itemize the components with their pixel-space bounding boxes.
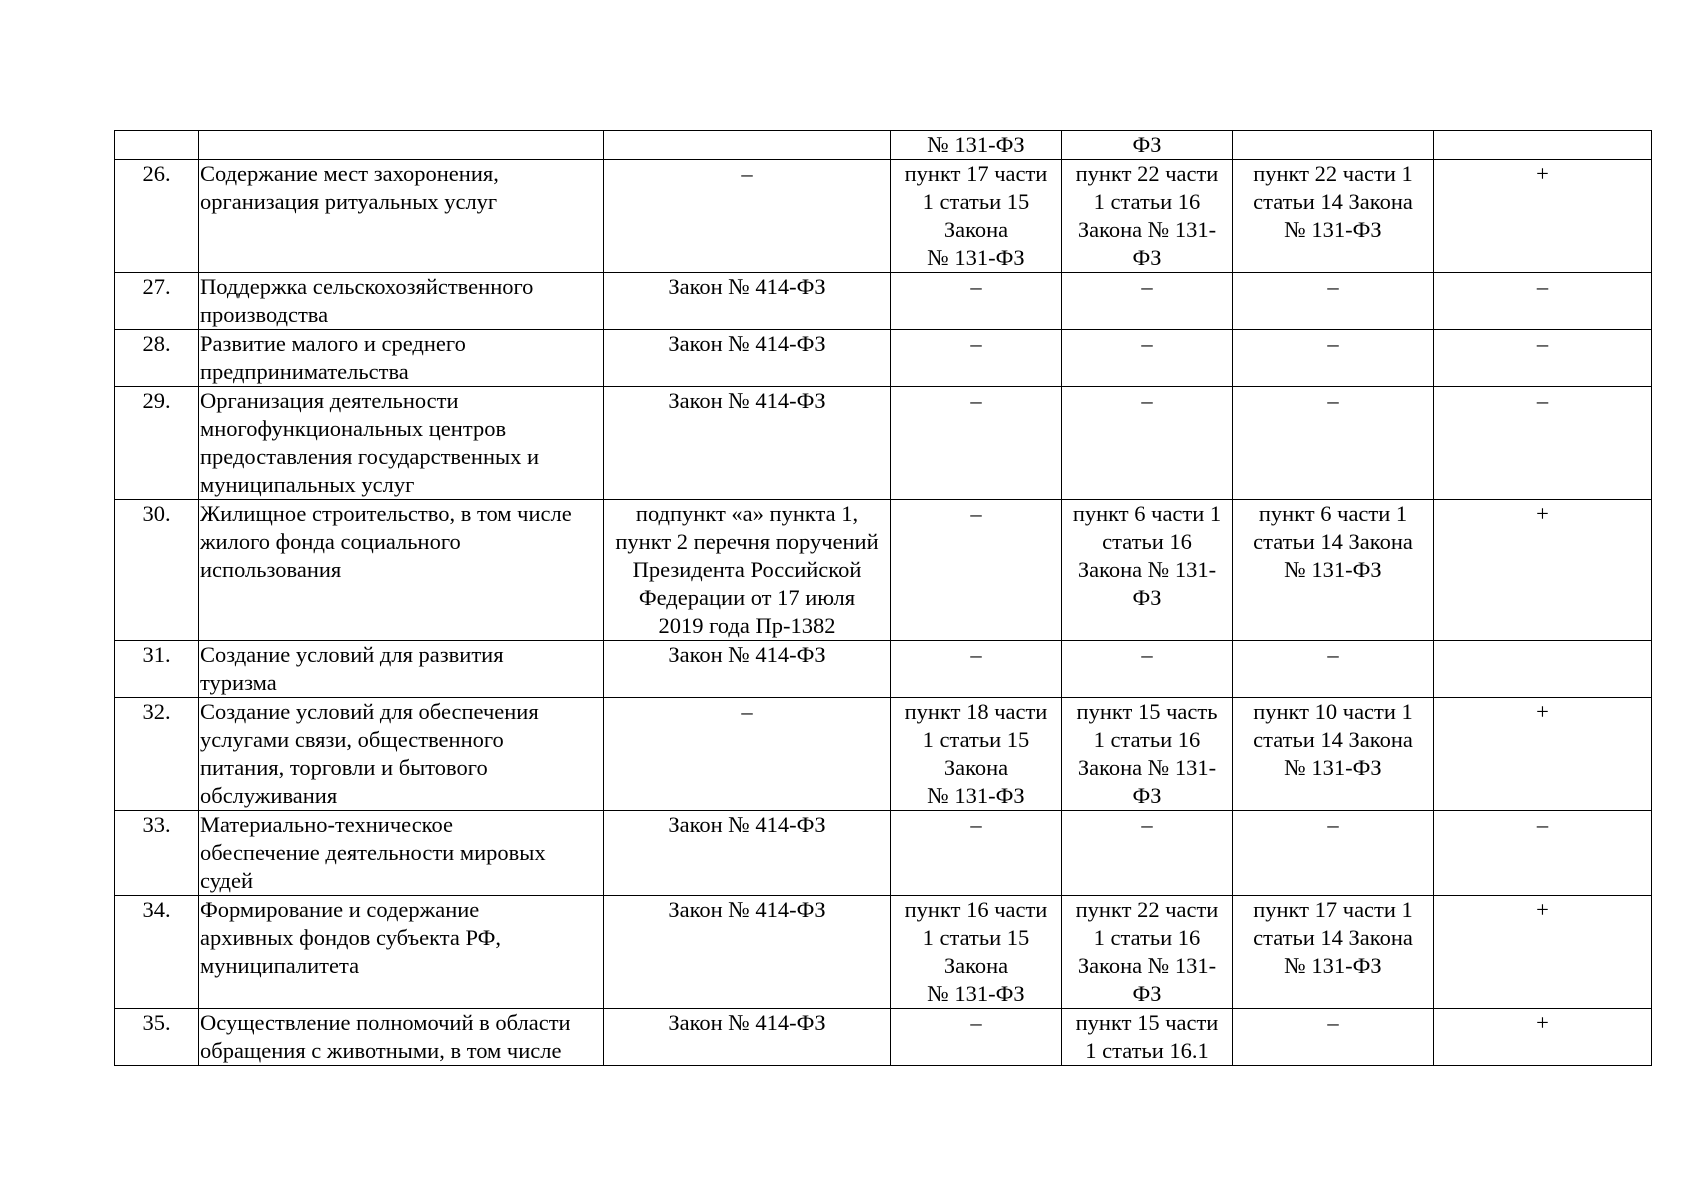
row-number-cell	[115, 811, 199, 896]
article-15-cell-text: № 131-ФЗ	[927, 132, 1025, 157]
article-15-cell	[891, 896, 1062, 1009]
row-number-cell-text: 33.	[142, 812, 171, 837]
article-16-cell	[1062, 896, 1233, 1009]
power-name-cell	[199, 500, 604, 641]
article-14-cell-text: –	[1327, 642, 1339, 667]
article-14-cell-text: пункт 6 части 1 статьи 14 Закона № 131-ФЗ	[1253, 501, 1413, 582]
row-number-cell	[115, 896, 199, 1009]
mark-cell	[1434, 500, 1652, 641]
article-15-cell	[891, 1009, 1062, 1066]
article-14-cell	[1233, 811, 1434, 896]
article-15-cell	[891, 160, 1062, 273]
article-16-cell	[1062, 811, 1233, 896]
article-14-cell	[1233, 160, 1434, 273]
legal-basis-cell	[604, 500, 891, 641]
row-number-cell	[115, 330, 199, 387]
power-name-cell	[199, 160, 604, 273]
legal-basis-cell	[604, 387, 891, 500]
row-number-cell-text: 32.	[142, 699, 171, 724]
article-16-cell-text: пункт 15 часть 1 статьи 16 Закона № 131- ФЗ	[1076, 699, 1218, 808]
legal-basis-cell-text: Закон № 414-ФЗ	[668, 897, 826, 922]
article-15-cell	[891, 500, 1062, 641]
row-number-cell	[115, 698, 199, 811]
article-16-cell	[1062, 273, 1233, 330]
power-name-cell	[199, 896, 604, 1009]
legal-basis-cell	[604, 811, 891, 896]
power-name-cell-text: Материально-техническое обеспечение деятельности мировых судей	[200, 812, 546, 893]
article-14-cell-text: –	[1327, 812, 1339, 837]
mark-cell	[1434, 387, 1652, 500]
mark-cell	[1434, 160, 1652, 273]
article-15-cell-text: –	[970, 1010, 982, 1035]
article-14-cell-text: –	[1327, 388, 1339, 413]
power-name-cell	[199, 330, 604, 387]
article-14-cell-text: –	[1327, 274, 1339, 299]
power-name-cell	[199, 698, 604, 811]
row-number-cell-text: 31.	[142, 642, 171, 667]
table-row	[115, 896, 1652, 1009]
mark-cell	[1434, 896, 1652, 1009]
legal-basis-cell-text: Закон № 414-ФЗ	[668, 1010, 826, 1035]
power-name-cell-text: Жилищное строительство, в том числе жилого фонда социального использования	[200, 501, 572, 582]
article-15-cell-text: пункт 18 части 1 статьи 15 Закона № 131-ФЗ	[904, 699, 1048, 808]
article-16-cell	[1062, 500, 1233, 641]
article-14-cell	[1233, 1009, 1434, 1066]
row-number-cell	[115, 131, 199, 160]
article-14-cell-text: пункт 10 части 1 статьи 14 Закона № 131-ФЗ	[1253, 699, 1413, 780]
legal-basis-cell-text: Закон № 414-ФЗ	[668, 388, 826, 413]
article-14-cell	[1233, 698, 1434, 811]
article-15-cell-text: –	[970, 642, 982, 667]
row-number-cell	[115, 500, 199, 641]
article-14-cell	[1233, 500, 1434, 641]
legal-basis-cell	[604, 698, 891, 811]
article-14-cell	[1233, 896, 1434, 1009]
mark-cell-text: –	[1536, 274, 1549, 299]
article-15-cell	[891, 330, 1062, 387]
table-row	[115, 811, 1652, 896]
power-name-cell-text: Осуществление полномочий в области обращения с животными, в том числе	[200, 1010, 571, 1063]
power-name-cell-text: Создание условий для развития туризма	[200, 642, 504, 695]
power-name-cell	[199, 811, 604, 896]
article-14-cell	[1233, 131, 1434, 160]
article-16-cell-text: –	[1141, 642, 1153, 667]
mark-cell-text: –	[1536, 331, 1549, 356]
article-16-cell-text: –	[1141, 812, 1153, 837]
power-name-cell-text: Создание условий для обеспечения услугами связи, общественного питания, торговли и бытового обслуживания	[200, 699, 539, 808]
article-15-cell-text: –	[970, 812, 982, 837]
article-15-cell	[891, 387, 1062, 500]
legal-basis-cell	[604, 273, 891, 330]
legal-basis-cell	[604, 1009, 891, 1066]
row-number-cell-text: 29.	[142, 388, 171, 413]
mark-cell-text: +	[1536, 699, 1549, 724]
mark-cell	[1434, 641, 1652, 698]
power-name-cell-text: Поддержка сельскохозяйственного производства	[200, 274, 534, 327]
article-16-cell-text: –	[1141, 388, 1153, 413]
article-16-cell-text: пункт 6 части 1 статьи 16 Закона № 131- ФЗ	[1072, 501, 1222, 610]
legal-basis-cell	[604, 896, 891, 1009]
mark-cell	[1434, 330, 1652, 387]
mark-cell-text: +	[1536, 161, 1549, 186]
article-16-cell-text: –	[1141, 331, 1153, 356]
table-row	[115, 387, 1652, 500]
article-15-cell	[891, 641, 1062, 698]
row-number-cell-text: 35.	[142, 1010, 171, 1035]
article-14-cell	[1233, 387, 1434, 500]
row-number-cell-text: 30.	[142, 501, 171, 526]
mark-cell-text: +	[1536, 1010, 1549, 1035]
article-16-cell-text: –	[1141, 274, 1153, 299]
article-15-cell	[891, 811, 1062, 896]
article-15-cell-text: пункт 17 части 1 статьи 15 Закона № 131-ФЗ	[904, 161, 1048, 270]
article-14-cell-text: –	[1327, 1010, 1339, 1035]
mark-cell	[1434, 811, 1652, 896]
article-16-cell-text: пункт 22 части 1 статьи 16 Закона № 131- ФЗ	[1075, 897, 1219, 1006]
article-16-cell	[1062, 387, 1233, 500]
article-15-cell	[891, 698, 1062, 811]
article-16-cell	[1062, 698, 1233, 811]
row-number-cell-text: 26.	[142, 161, 171, 186]
article-16-cell	[1062, 330, 1233, 387]
row-number-cell-text: 28.	[142, 331, 171, 356]
table-row	[115, 273, 1652, 330]
table-row	[115, 1009, 1652, 1066]
legal-basis-cell	[604, 641, 891, 698]
row-number-cell	[115, 160, 199, 273]
power-name-cell	[199, 641, 604, 698]
article-16-cell	[1062, 160, 1233, 273]
article-16-cell	[1062, 1009, 1233, 1066]
row-number-cell	[115, 273, 199, 330]
power-name-cell-text: Формирование и содержание архивных фондов субъекта РФ, муниципалитета	[200, 897, 502, 978]
table-row	[115, 131, 1652, 160]
article-16-cell-text: пункт 15 части 1 статьи 16.1	[1075, 1010, 1219, 1063]
article-15-cell-text: –	[970, 274, 982, 299]
legal-basis-cell-text: Закон № 414-ФЗ	[668, 274, 826, 299]
power-name-cell	[199, 273, 604, 330]
legal-basis-cell	[604, 160, 891, 273]
table-row	[115, 698, 1652, 811]
mark-cell-text: –	[1536, 812, 1549, 837]
mark-cell-text: +	[1536, 897, 1549, 922]
article-14-cell	[1233, 273, 1434, 330]
row-number-cell	[115, 1009, 199, 1066]
article-15-cell-text: пункт 16 части 1 статьи 15 Закона № 131-ФЗ	[904, 897, 1048, 1006]
legal-basis-cell	[604, 330, 891, 387]
article-14-cell	[1233, 641, 1434, 698]
mark-cell	[1434, 273, 1652, 330]
mark-cell	[1434, 131, 1652, 160]
mark-cell-text: +	[1536, 501, 1549, 526]
legal-basis-cell-text: –	[741, 699, 753, 724]
article-14-cell-text: пункт 22 части 1 статьи 14 Закона № 131-ФЗ	[1253, 161, 1413, 242]
power-name-cell-text: Содержание мест захоронения, организация ритуальных услуг	[200, 161, 499, 214]
power-name-cell	[199, 1009, 604, 1066]
table-row	[115, 641, 1652, 698]
legal-basis-cell-text: –	[741, 161, 753, 186]
mark-cell	[1434, 1009, 1652, 1066]
table-row	[115, 330, 1652, 387]
mark-cell-text: –	[1536, 388, 1549, 413]
legal-basis-cell-text: Закон № 414-ФЗ	[668, 642, 826, 667]
article-15-cell	[891, 131, 1062, 160]
legal-basis-cell-text: Закон № 414-ФЗ	[668, 331, 826, 356]
article-16-cell	[1062, 131, 1233, 160]
row-number-cell	[115, 387, 199, 500]
power-name-cell-text: Развитие малого и среднего предпринимательства	[200, 331, 466, 384]
power-name-cell	[199, 387, 604, 500]
legal-basis-cell	[604, 131, 891, 160]
power-name-cell	[199, 131, 604, 160]
article-16-cell-text: ФЗ	[1132, 132, 1162, 157]
article-16-cell-text: пункт 22 части 1 статьи 16 Закона № 131- ФЗ	[1075, 161, 1219, 270]
article-14-cell-text: пункт 17 части 1 статьи 14 Закона № 131-ФЗ	[1253, 897, 1413, 978]
legal-basis-cell-text: Закон № 414-ФЗ	[668, 812, 826, 837]
mark-cell	[1434, 698, 1652, 811]
article-14-cell	[1233, 330, 1434, 387]
table-row	[115, 160, 1652, 273]
article-15-cell-text: –	[970, 388, 982, 413]
article-15-cell-text: –	[970, 331, 982, 356]
article-15-cell	[891, 273, 1062, 330]
article-16-cell	[1062, 641, 1233, 698]
table-row	[115, 500, 1652, 641]
legal-basis-cell-text: подпункт «а» пункта 1, пункт 2 перечня поручений Президента Российской Федерации от 17 июля 2019 года Пр-1382	[615, 501, 879, 638]
row-number-cell-text: 34.	[142, 897, 171, 922]
power-name-cell-text: Организация деятельности многофункциональных центров предоставления государственных и муниципальных услуг	[200, 388, 540, 497]
powers-table	[114, 130, 1652, 1066]
row-number-cell	[115, 641, 199, 698]
article-15-cell-text: –	[970, 501, 982, 526]
table-body	[115, 131, 1652, 1066]
article-14-cell-text: –	[1327, 331, 1339, 356]
row-number-cell-text: 27.	[142, 274, 171, 299]
